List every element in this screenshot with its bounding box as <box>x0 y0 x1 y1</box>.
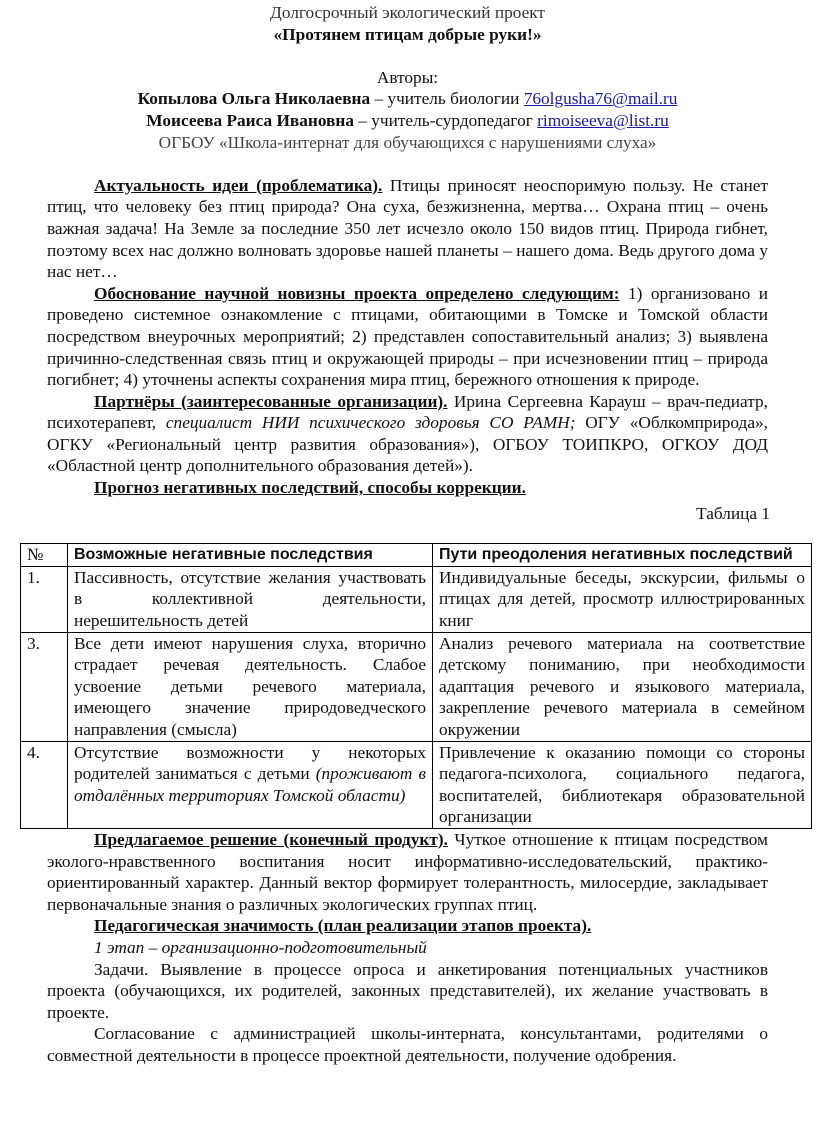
consequences-table <box>20 543 812 829</box>
document-page <box>0 2 816 1067</box>
agreement-paragraph: Согласование с администрацией школы-интерната, консультантами, родителями о совместной деятельности в процессе проектной деятельности, получение одобрения. <box>47 1024 768 1065</box>
author-1-role: – учитель биологии <box>370 89 524 109</box>
row-solution: Индивидуальные беседы, экскурсии, фильмы о птицах для детей, просмотр иллюстрированных книг <box>433 566 812 632</box>
project-type: Долгосрочный экологический проект <box>270 3 545 22</box>
author-2-email-link[interactable]: rimoiseeva@list.ru <box>537 110 669 130</box>
authors-label: Авторы: <box>376 67 439 87</box>
author-1-email-link[interactable]: 76olgusha76@mail.ru <box>523 89 678 109</box>
row-solution: Привлечение к оказанию помощи со стороны педагога-психолога, социального педагога, воспитателей, библиотекаря образовательной организации <box>433 741 812 828</box>
forecast-paragraph <box>47 477 768 499</box>
row-number: 1. <box>21 566 68 632</box>
author-2 <box>47 110 768 132</box>
table-row <box>21 632 812 741</box>
solution-paragraph <box>47 829 768 915</box>
partners-heading: Партнёры (заинтересованные организации). <box>94 391 448 411</box>
row-number: 4. <box>21 741 68 828</box>
header-solutions: Пути преодоления негативных последствий <box>433 544 812 567</box>
partners-text-1: Ирина Сергеевна Карауш – врач-педиатр, психотерапевт, <box>47 391 768 433</box>
organization: ОГБОУ «Школа-интернат для обучающихся с нарушениями слуха» <box>158 132 657 152</box>
author-1-name: Копылова Ольга Николаевна <box>137 89 371 109</box>
table-row <box>21 566 812 632</box>
header-number: № <box>21 544 68 567</box>
table-header-row <box>21 544 812 567</box>
pedagogy-heading: Педагогическая значимость (план реализации этапов проекта). <box>94 916 592 936</box>
stage-1-title: 1 этап – организационно-подготовительный <box>94 937 427 957</box>
solution-text: Чуткое отношение к птицам посредством эколого-нравственного воспитания носит информативно-исследовательский, практико-ориентированный характер. Данный вектор формирует толерантность, милосердие, закладывает первоначальные знания о различных экологических группах птиц. <box>47 829 768 914</box>
row-consequence: Все дети имеют нарушения слуха, вторично страдает речевая деятельность. Слабое усвоение детьми речевого материала, имеющего значение природоведческого направления (смысла) <box>68 632 433 741</box>
row-number: 3. <box>21 632 68 741</box>
tasks-paragraph: Задачи. Выявление в процессе опроса и анкетирования потенциальных участников проекта (обучающихся, их родителей, законных представителей), их желание участвовать в проекте. <box>47 959 768 1022</box>
partners-paragraph <box>47 391 768 477</box>
relevance-heading: Актуальность идеи (проблематика). <box>94 175 383 195</box>
novelty-text: 1) организовано и проведено системное ознакомление с птицами, обитающими в Томске и Томской области посредством внеурочных мероприятий; 2) представлен сопоставительный анализ; 3) выявлена причинно-следственная связь птиц и окружающей природы – при исчезновении птиц – природа погибнет; 4) уточнены аспекты сохранения мира птиц, бережного отношения к природе. <box>47 283 768 390</box>
forecast-heading: Прогноз негативных последствий, способы коррекции. <box>94 478 526 498</box>
pedagogy-paragraph <box>47 915 768 937</box>
project-title: «Протянем птицам добрые руки!» <box>273 24 542 44</box>
author-2-name: Моисеева Раиса Ивановна <box>146 110 354 130</box>
header-consequences: Возможные негативные последствия <box>68 544 433 567</box>
solution-heading: Предлагаемое решение (конечный продукт). <box>94 829 448 849</box>
novelty-heading: Обоснование научной новизны проекта определено следующим: <box>94 283 620 303</box>
relevance-paragraph <box>47 175 768 283</box>
relevance-text: Птицы приносят неоспоримую пользу. Не станет птиц, что человеку без птиц природа? Она суха, безжизненна, мертва… Охрана птиц – очень важная задача! На Земле за последние 350 лет исчезло около 150 видов птиц. Природа гибнет, поэтому всех нас должно волновать здоровье нашей планеты – нашего дома. Ведь другого дома у нас нет… <box>47 175 769 282</box>
author-1 <box>47 88 768 110</box>
row-solution: Анализ речевого материала на соответствие детскому пониманию, при необходимости адаптация речевого и языкового материала, закрепление речевого материала в семейном окружении <box>433 632 812 741</box>
table-label: Таблица 1 <box>696 503 770 523</box>
novelty-paragraph <box>47 283 768 391</box>
partners-text-italic: специалист НИИ психического здоровья СО РАМН; <box>165 413 576 433</box>
table-row <box>21 741 812 828</box>
author-2-role: – учитель-сурдопедагог <box>354 110 538 130</box>
row-consequence: Пассивность, отсутствие желания участвовать в коллективной деятельности, нерешительность детей <box>68 566 433 632</box>
partners-text-2: ОГУ «Облкомприрода», ОГКУ «Региональный центр развития образования»), ОГБОУ ТОИПКРО, ОГКОУ ДОД «Областной центр дополнительного образования детей»). <box>47 413 768 476</box>
row-consequence: Отсутствие возможности у некоторых родителей заниматься с детьми (проживают в отдалённых территориях Томской области) <box>68 741 433 828</box>
